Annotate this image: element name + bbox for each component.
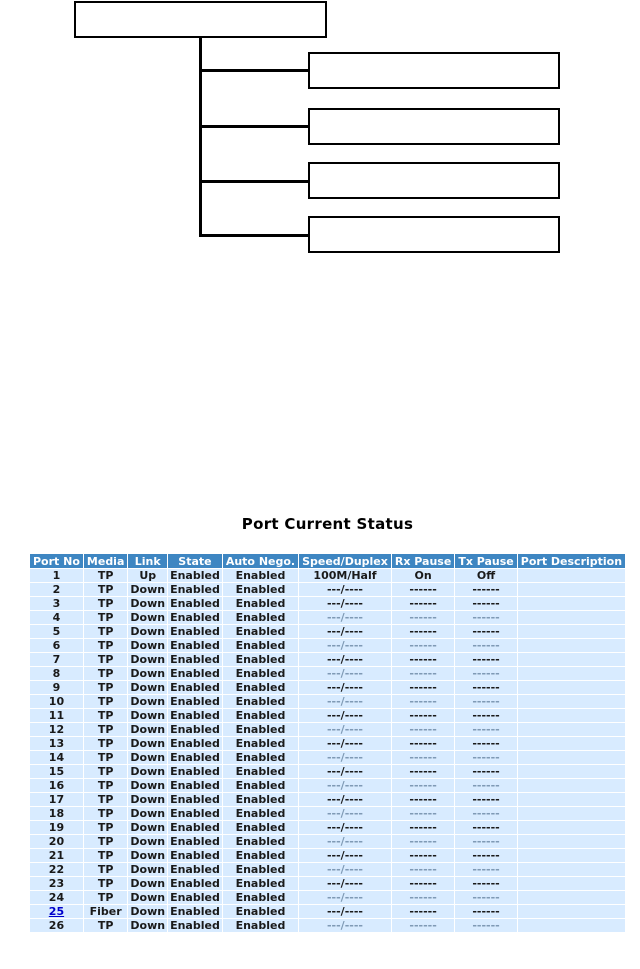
cell-port-no: 15 <box>30 765 83 778</box>
cell-rx-pause: ------ <box>392 793 454 806</box>
cell-speed-duplex: ---/---- <box>299 639 391 652</box>
cell-tx-pause: ------ <box>455 709 516 722</box>
cell-state: Enabled <box>170 737 220 750</box>
cell-port-description <box>518 821 625 834</box>
cell-rx-pause: ------ <box>392 681 454 694</box>
cell-auto-nego: Enabled <box>223 793 298 806</box>
cell-port-description <box>518 723 625 736</box>
cell-link: Down <box>130 723 166 736</box>
cell-speed-duplex: 100M/Half <box>299 569 391 582</box>
cell-speed-duplex: ---/---- <box>299 737 391 750</box>
tree-connector-4 <box>200 234 308 237</box>
cell-link: Down <box>130 821 166 834</box>
cell-link: Down <box>130 807 166 820</box>
cell-rx-pause: ------ <box>392 765 454 778</box>
cell-media: TP <box>84 877 127 890</box>
cell-rx-pause: ------ <box>392 709 454 722</box>
cell-port-no: 1 <box>30 569 83 582</box>
cell-state: Enabled <box>170 779 220 792</box>
cell-port-description <box>518 597 625 610</box>
port-link[interactable]: 25 <box>48 905 65 918</box>
cell-media: TP <box>84 625 127 638</box>
column-header-rx-pause: Rx Pause <box>392 554 454 568</box>
cell-state: Enabled <box>170 835 220 848</box>
cell-rx-pause: ------ <box>392 639 454 652</box>
cell-port-no: 26 <box>30 919 83 932</box>
cell-port-no: 19 <box>30 821 83 834</box>
cell-link: Down <box>130 639 166 652</box>
cell-link: Down <box>130 625 166 638</box>
cell-tx-pause: ------ <box>455 695 516 708</box>
cell-port-no: 16 <box>30 779 83 792</box>
cell-port-description <box>518 583 625 596</box>
cell-media: TP <box>84 821 127 834</box>
cell-tx-pause: ------ <box>455 583 516 596</box>
cell-port-no: 5 <box>30 625 83 638</box>
cell-state: Enabled <box>170 569 220 582</box>
cell-port-description <box>518 919 625 932</box>
cell-state: Enabled <box>170 793 220 806</box>
cell-media: TP <box>84 583 127 596</box>
cell-rx-pause: ------ <box>392 597 454 610</box>
cell-port-description <box>518 737 625 750</box>
cell-auto-nego: Enabled <box>223 891 298 904</box>
cell-tx-pause: ------ <box>455 821 516 834</box>
table-row <box>30 905 625 918</box>
cell-speed-duplex: ---/---- <box>299 919 391 932</box>
tree-root-box <box>74 1 327 38</box>
cell-speed-duplex: ---/---- <box>299 821 391 834</box>
page-title: Port Current Status <box>241 515 414 533</box>
cell-port-description <box>518 835 625 848</box>
cell-speed-duplex: ---/---- <box>299 807 391 820</box>
cell-state: Enabled <box>170 695 220 708</box>
cell-media: TP <box>84 779 127 792</box>
cell-tx-pause: ------ <box>455 919 516 932</box>
table-row <box>30 779 625 792</box>
table-row <box>30 723 625 736</box>
cell-tx-pause: ------ <box>455 681 516 694</box>
cell-state: Enabled <box>170 765 220 778</box>
cell-link: Down <box>130 905 166 918</box>
column-header-port-description: Port Description <box>518 554 625 568</box>
table-row <box>30 569 625 582</box>
cell-media: TP <box>84 695 127 708</box>
cell-state: Enabled <box>170 877 220 890</box>
cell-tx-pause: ------ <box>455 639 516 652</box>
cell-media: TP <box>84 807 127 820</box>
tree-connector-vertical <box>199 38 202 237</box>
cell-port-description <box>518 765 625 778</box>
cell-port-no: 20 <box>30 835 83 848</box>
table-row <box>30 681 625 694</box>
tree-connector-2 <box>200 125 308 128</box>
cell-state: Enabled <box>170 653 220 666</box>
cell-rx-pause: ------ <box>392 611 454 624</box>
cell-speed-duplex: ---/---- <box>299 625 391 638</box>
cell-tx-pause: ------ <box>455 807 516 820</box>
cell-media: TP <box>84 667 127 680</box>
table-row <box>30 639 625 652</box>
cell-link: Down <box>130 583 166 596</box>
tree-child-box-3 <box>308 162 560 199</box>
cell-speed-duplex: ---/---- <box>299 597 391 610</box>
table-header-row <box>30 554 625 568</box>
cell-link: Down <box>130 765 166 778</box>
cell-auto-nego: Enabled <box>223 597 298 610</box>
cell-port-description <box>518 793 625 806</box>
cell-speed-duplex: ---/---- <box>299 835 391 848</box>
cell-rx-pause: ------ <box>392 877 454 890</box>
column-header-state: State <box>168 554 222 568</box>
cell-auto-nego: Enabled <box>223 849 298 862</box>
cell-port-description <box>518 709 625 722</box>
cell-tx-pause: ------ <box>455 625 516 638</box>
cell-state: Enabled <box>170 611 220 624</box>
cell-port-no: 11 <box>30 709 83 722</box>
column-header-link: Link <box>128 554 167 568</box>
cell-link: Down <box>130 891 166 904</box>
cell-auto-nego: Enabled <box>223 639 298 652</box>
cell-media: TP <box>84 835 127 848</box>
cell-speed-duplex: ---/---- <box>299 905 391 918</box>
cell-rx-pause: ------ <box>392 807 454 820</box>
cell-link: Down <box>130 919 166 932</box>
cell-rx-pause: ------ <box>392 779 454 792</box>
cell-auto-nego: Enabled <box>223 583 298 596</box>
cell-auto-nego: Enabled <box>223 751 298 764</box>
cell-media: TP <box>84 611 127 624</box>
cell-tx-pause: ------ <box>455 849 516 862</box>
table-row <box>30 821 625 834</box>
cell-port-description <box>518 891 625 904</box>
cell-auto-nego: Enabled <box>223 821 298 834</box>
cell-speed-duplex: ---/---- <box>299 723 391 736</box>
column-header-media: Media <box>84 554 127 568</box>
cell-state: Enabled <box>170 625 220 638</box>
cell-auto-nego: Enabled <box>223 765 298 778</box>
cell-auto-nego: Enabled <box>223 807 298 820</box>
cell-tx-pause: ------ <box>455 877 516 890</box>
cell-port-no: 2 <box>30 583 83 596</box>
cell-auto-nego: Enabled <box>223 653 298 666</box>
cell-media: TP <box>84 849 127 862</box>
cell-speed-duplex: ---/---- <box>299 765 391 778</box>
table-row <box>30 751 625 764</box>
cell-port-description <box>518 625 625 638</box>
cell-speed-duplex: ---/---- <box>299 695 391 708</box>
cell-link: Down <box>130 667 166 680</box>
tree-connector-3 <box>200 180 308 183</box>
table-row <box>30 709 625 722</box>
cell-port-no: 18 <box>30 807 83 820</box>
cell-rx-pause: ------ <box>392 849 454 862</box>
cell-speed-duplex: ---/---- <box>299 709 391 722</box>
cell-auto-nego: Enabled <box>223 667 298 680</box>
cell-link: Down <box>130 849 166 862</box>
cell-rx-pause: ------ <box>392 653 454 666</box>
cell-port-no: 22 <box>30 863 83 876</box>
cell-speed-duplex: ---/---- <box>299 779 391 792</box>
cell-link: Down <box>130 835 166 848</box>
cell-link: Up <box>128 569 167 582</box>
cell-port-no: 14 <box>30 751 83 764</box>
cell-port-no: 7 <box>30 653 83 666</box>
cell-port-no: 17 <box>30 793 83 806</box>
cell-media: TP <box>84 793 127 806</box>
cell-media: TP <box>84 919 127 932</box>
cell-rx-pause: ------ <box>392 905 454 918</box>
cell-auto-nego: Enabled <box>223 779 298 792</box>
cell-port-description <box>518 569 625 582</box>
cell-link: Down <box>130 863 166 876</box>
cell-media: TP <box>84 597 127 610</box>
cell-port-no: 6 <box>30 639 83 652</box>
cell-rx-pause: ------ <box>392 737 454 750</box>
cell-tx-pause: ------ <box>455 597 516 610</box>
cell-media: TP <box>84 653 127 666</box>
cell-tx-pause: Off <box>455 569 516 582</box>
table-row <box>30 597 625 610</box>
cell-tx-pause: ------ <box>455 723 516 736</box>
cell-auto-nego: Enabled <box>223 681 298 694</box>
cell-media: TP <box>84 709 127 722</box>
column-header-auto-nego: Auto Nego. <box>223 554 298 568</box>
cell-auto-nego: Enabled <box>223 863 298 876</box>
table-row <box>30 695 625 708</box>
cell-media: TP <box>84 751 127 764</box>
cell-rx-pause: ------ <box>392 723 454 736</box>
cell-auto-nego: Enabled <box>223 905 298 918</box>
cell-speed-duplex: ---/---- <box>299 877 391 890</box>
cell-media: TP <box>84 765 127 778</box>
cell-tx-pause: ------ <box>455 765 516 778</box>
cell-port-description <box>518 849 625 862</box>
cell-rx-pause: ------ <box>392 863 454 876</box>
cell-port-no: 13 <box>30 737 83 750</box>
cell-media: TP <box>84 569 127 582</box>
cell-rx-pause: On <box>392 569 454 582</box>
cell-speed-duplex: ---/---- <box>299 681 391 694</box>
table-row <box>30 583 625 596</box>
cell-port-no: 24 <box>30 891 83 904</box>
cell-speed-duplex: ---/---- <box>299 891 391 904</box>
cell-port-no: 12 <box>30 723 83 736</box>
tree-child-box-1 <box>308 52 560 89</box>
cell-port-description <box>518 639 625 652</box>
cell-state: Enabled <box>170 639 220 652</box>
column-header-speed-duplex: Speed/Duplex <box>299 554 391 568</box>
cell-auto-nego: Enabled <box>223 625 298 638</box>
cell-tx-pause: ------ <box>455 863 516 876</box>
cell-speed-duplex: ---/---- <box>299 583 391 596</box>
column-header-tx-pause: Tx Pause <box>455 554 516 568</box>
cell-link: Down <box>130 877 166 890</box>
cell-state: Enabled <box>170 709 220 722</box>
cell-port-description <box>518 807 625 820</box>
cell-link: Down <box>130 597 166 610</box>
cell-rx-pause: ------ <box>392 667 454 680</box>
cell-speed-duplex: ---/---- <box>299 653 391 666</box>
cell-port-description <box>518 751 625 764</box>
cell-port-description <box>518 863 625 876</box>
cell-state: Enabled <box>170 863 220 876</box>
cell-port-description <box>518 667 625 680</box>
cell-state: Enabled <box>170 849 220 862</box>
cell-tx-pause: ------ <box>455 653 516 666</box>
table-row <box>30 611 625 624</box>
cell-auto-nego: Enabled <box>223 709 298 722</box>
cell-state: Enabled <box>170 583 220 596</box>
cell-port-description <box>518 877 625 890</box>
tree-child-box-4 <box>308 216 560 253</box>
cell-tx-pause: ------ <box>455 737 516 750</box>
cell-media: TP <box>84 737 127 750</box>
cell-link: Down <box>130 709 166 722</box>
cell-link: Down <box>130 653 166 666</box>
table-row <box>30 835 625 848</box>
cell-tx-pause: ------ <box>455 779 516 792</box>
cell-link: Down <box>130 793 166 806</box>
cell-rx-pause: ------ <box>392 821 454 834</box>
cell-media: TP <box>84 891 127 904</box>
cell-port-description <box>518 695 625 708</box>
cell-port-no <box>30 905 83 918</box>
cell-port-no: 21 <box>30 849 83 862</box>
table-row <box>30 625 625 638</box>
cell-tx-pause: ------ <box>455 751 516 764</box>
cell-state: Enabled <box>170 751 220 764</box>
port-status-table <box>29 553 626 933</box>
cell-auto-nego: Enabled <box>223 919 298 932</box>
table-row <box>30 793 625 806</box>
table-row <box>30 667 625 680</box>
cell-link: Down <box>130 779 166 792</box>
cell-state: Enabled <box>170 723 220 736</box>
cell-state: Enabled <box>170 597 220 610</box>
cell-state: Enabled <box>170 667 220 680</box>
cell-state: Enabled <box>170 905 220 918</box>
cell-port-description <box>518 905 625 918</box>
cell-tx-pause: ------ <box>455 793 516 806</box>
table-row <box>30 863 625 876</box>
cell-speed-duplex: ---/---- <box>299 751 391 764</box>
cell-port-description <box>518 681 625 694</box>
cell-speed-duplex: ---/---- <box>299 793 391 806</box>
cell-auto-nego: Enabled <box>223 737 298 750</box>
cell-state: Enabled <box>170 681 220 694</box>
cell-port-description <box>518 653 625 666</box>
cell-media: TP <box>84 639 127 652</box>
cell-state: Enabled <box>170 821 220 834</box>
cell-rx-pause: ------ <box>392 891 454 904</box>
table-row <box>30 653 625 666</box>
cell-port-no: 23 <box>30 877 83 890</box>
cell-media: TP <box>84 863 127 876</box>
cell-state: Enabled <box>170 891 220 904</box>
cell-port-description <box>518 611 625 624</box>
cell-speed-duplex: ---/---- <box>299 849 391 862</box>
cell-port-description <box>518 779 625 792</box>
cell-rx-pause: ------ <box>392 583 454 596</box>
table-row <box>30 737 625 750</box>
cell-rx-pause: ------ <box>392 835 454 848</box>
cell-link: Down <box>130 695 166 708</box>
cell-media: Fiber <box>84 905 127 918</box>
cell-speed-duplex: ---/---- <box>299 863 391 876</box>
cell-speed-duplex: ---/---- <box>299 667 391 680</box>
cell-state: Enabled <box>170 807 220 820</box>
cell-rx-pause: ------ <box>392 919 454 932</box>
cell-auto-nego: Enabled <box>223 835 298 848</box>
cell-tx-pause: ------ <box>455 905 516 918</box>
cell-tx-pause: ------ <box>455 891 516 904</box>
cell-port-no: 8 <box>30 667 83 680</box>
cell-auto-nego: Enabled <box>223 695 298 708</box>
cell-link: Down <box>130 737 166 750</box>
cell-link: Down <box>130 611 166 624</box>
cell-rx-pause: ------ <box>392 751 454 764</box>
cell-link: Down <box>130 681 166 694</box>
cell-tx-pause: ------ <box>455 667 516 680</box>
table-row <box>30 891 625 904</box>
cell-rx-pause: ------ <box>392 625 454 638</box>
tree-child-box-2 <box>308 108 560 145</box>
cell-auto-nego: Enabled <box>223 569 298 582</box>
table-row <box>30 849 625 862</box>
cell-speed-duplex: ---/---- <box>299 611 391 624</box>
cell-tx-pause: ------ <box>455 835 516 848</box>
column-header-port-no: Port No <box>30 554 83 568</box>
cell-auto-nego: Enabled <box>223 611 298 624</box>
tree-connector-1 <box>200 69 308 72</box>
cell-media: TP <box>84 681 127 694</box>
cell-port-no: 3 <box>30 597 83 610</box>
cell-port-no: 10 <box>30 695 83 708</box>
cell-port-no: 9 <box>30 681 83 694</box>
cell-state: Enabled <box>170 919 220 932</box>
table-row <box>30 807 625 820</box>
cell-media: TP <box>84 723 127 736</box>
table-row <box>30 919 625 932</box>
table-row <box>30 765 625 778</box>
cell-link: Down <box>130 751 166 764</box>
table-row <box>30 877 625 890</box>
cell-tx-pause: ------ <box>455 611 516 624</box>
cell-auto-nego: Enabled <box>223 723 298 736</box>
cell-rx-pause: ------ <box>392 695 454 708</box>
cell-port-no: 4 <box>30 611 83 624</box>
cell-auto-nego: Enabled <box>223 877 298 890</box>
